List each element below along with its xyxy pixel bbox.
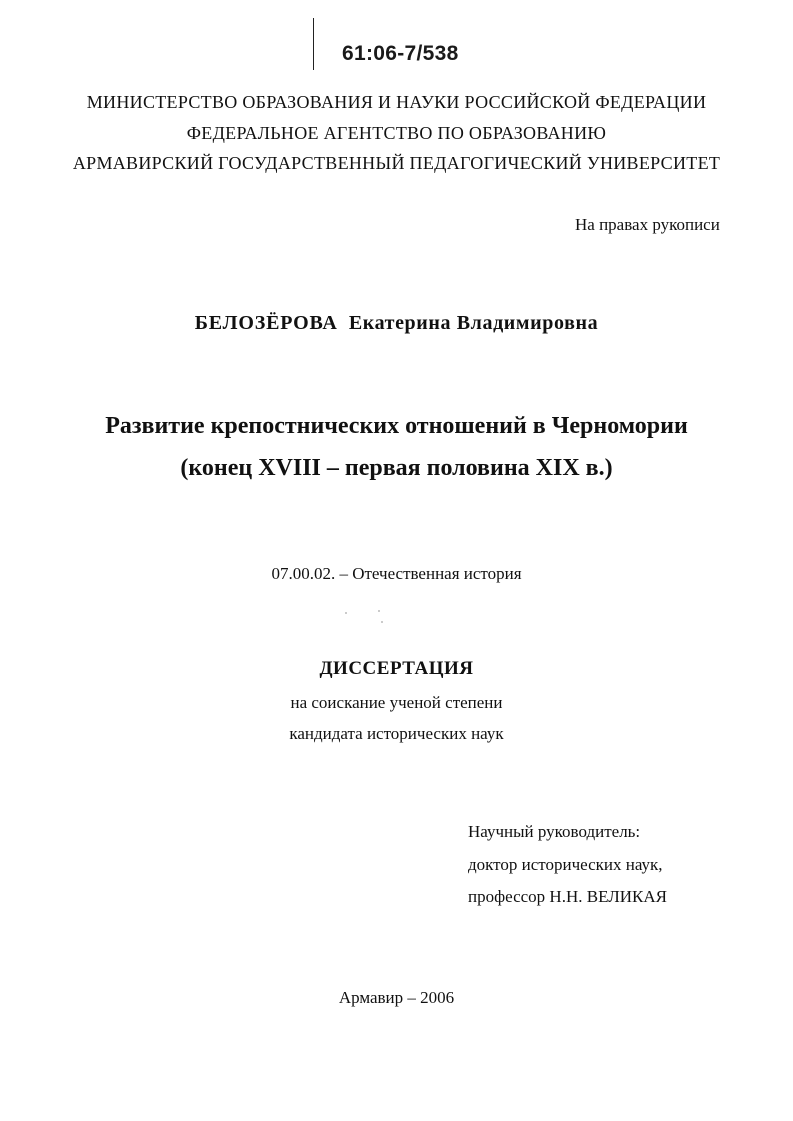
specialty-code: 07.00.02. – Отечественная история [271,564,522,583]
author-name [0,312,793,335]
scan-speck [381,621,383,623]
city-year: Армавир – 2006 [338,988,455,1007]
degree-purpose-line-2: кандидата исторических наук [289,724,504,743]
author-surname: БЕЛОЗЁРОВА [194,312,338,334]
scan-speck [378,610,380,612]
ministry-heading: МИНИСТЕРСТВО ОБРАЗОВАНИЯ И НАУКИ РОССИЙСКОЙ ФЕДЕРАЦИИ [86,92,707,112]
archive-stamp-code: 61:06-7/538 [342,42,459,65]
dissertation-title-line-1: Развитие крепостнических отношений в Черномории [105,413,688,439]
margin-rule [313,18,314,70]
agency-heading: ФЕДЕРАЛЬНОЕ АГЕНТСТВО ПО ОБРАЗОВАНИЮ [186,123,607,143]
degree-purpose-line-1: на соискание ученой степени [290,693,503,712]
document-type-heading: ДИССЕРТАЦИЯ [319,658,474,679]
scan-speck [345,612,347,614]
advisor-degree: доктор исторических наук, [468,855,663,874]
advisor-name: профессор Н.Н. ВЕЛИКАЯ [468,887,667,906]
dissertation-title-line-2: (конец XVIII – первая половина XIX в.) [180,455,613,481]
university-heading: АРМАВИРСКИЙ ГОСУДАРСТВЕННЫЙ ПЕДАГОГИЧЕСКИЙ УНИВЕРСИТЕТ [72,153,721,173]
author-given-names: Екатерина Владимировна [348,312,599,334]
rights-note: На правах рукописи [575,215,720,234]
advisor-label: Научный руководитель: [468,822,641,841]
